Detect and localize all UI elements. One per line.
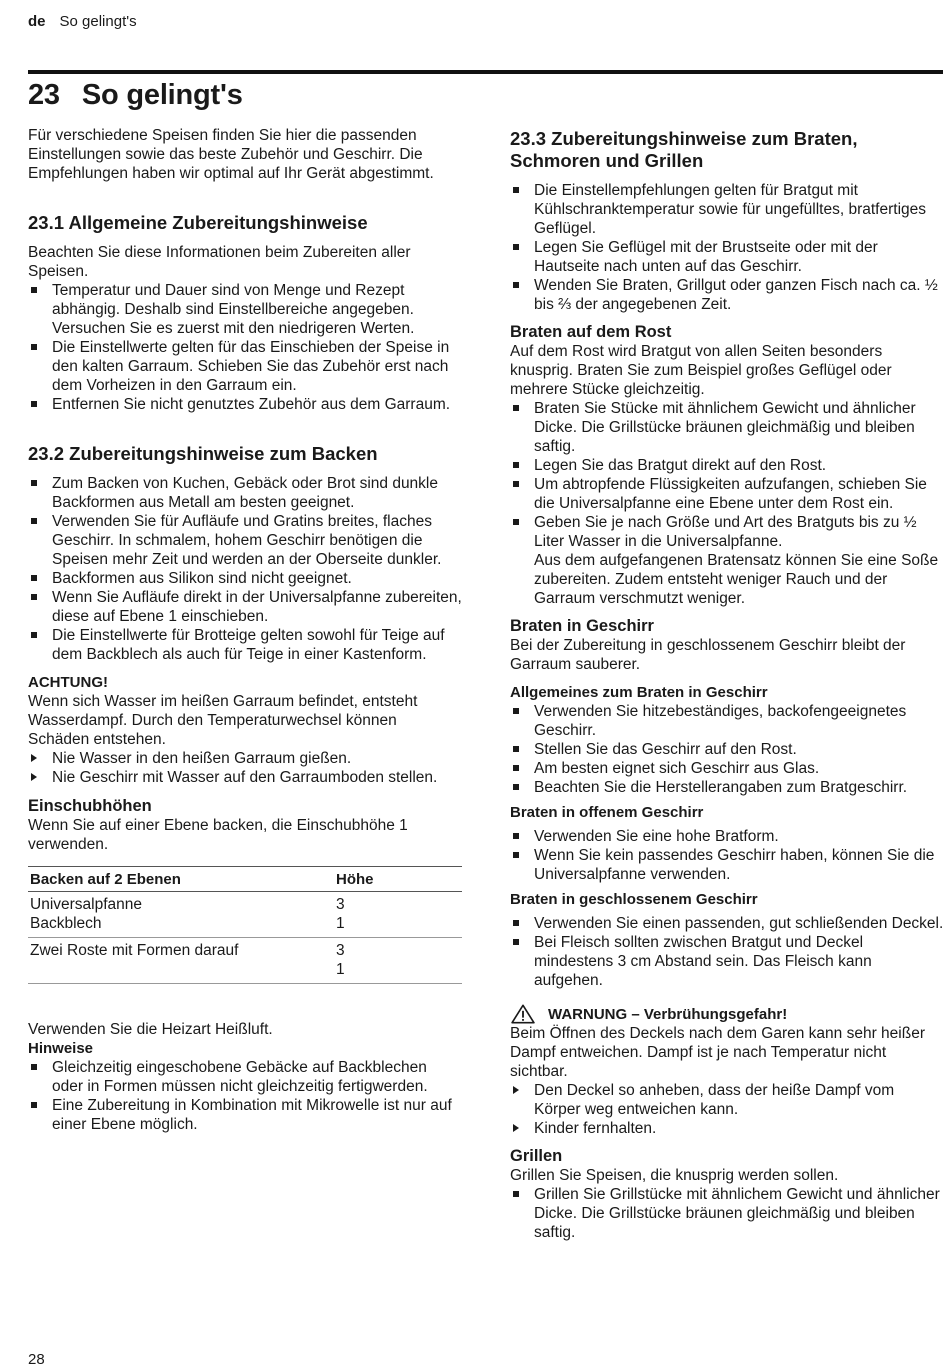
- cell-line: Zwei Roste mit Formen darauf: [30, 942, 239, 959]
- caution-steps: [28, 749, 462, 787]
- list-item: Die Einstellwerte für Brotteige gelten sowohl für Teige auf dem Backblech als auch für Teige in einer Kastenform.: [28, 626, 462, 664]
- list-item: Eine Zubereitung in Kombination mit Mikrowelle ist nur auf einer Ebene möglich.: [28, 1096, 462, 1134]
- list-item: Kinder fernhalten.: [510, 1119, 944, 1138]
- chapter-title-text: So gelingt's: [81, 79, 243, 111]
- grillen-heading: Grillen: [510, 1147, 563, 1165]
- table-header-cell: Backen auf 2 Ebenen: [28, 867, 334, 892]
- offen-list: [510, 827, 944, 884]
- cell-line: 3: [336, 896, 345, 913]
- table-cell: [334, 892, 462, 938]
- geschirr-text: Bei der Zubereitung in geschlossenem Geschirr bleibt der Garraum sauberer.: [510, 637, 906, 673]
- header-title: So gelingt's: [59, 13, 137, 30]
- geschl-heading: Braten in geschlossenem Geschirr: [510, 891, 758, 908]
- rost-list: [510, 399, 944, 608]
- cell-line: Backblech: [30, 915, 102, 932]
- page-number: 28: [28, 1351, 45, 1368]
- cell-line: 1: [336, 915, 345, 932]
- list-item: Zum Backen von Kuchen, Gebäck oder Brot sind dunkle Backformen aus Metall am besten geeignet.: [28, 474, 462, 512]
- s1-intro: Beachten Sie diese Informationen beim Zubereiten aller Speisen.: [28, 244, 411, 280]
- header-rule: [28, 70, 943, 74]
- hinweise-title: Hinweise: [28, 1040, 94, 1057]
- list-item: Nie Geschirr mit Wasser auf den Garraumboden stellen.: [28, 768, 462, 787]
- list-item: Bei Fleisch sollten zwischen Bratgut und Deckel mindestens 3 cm Abstand sein. Das Fleisch kann aufgehen.: [510, 933, 944, 990]
- list-item: Verwenden Sie für Aufläufe und Gratins breites, flaches Geschirr. In schmalem, hohem Geschirr benötigen die Speisen mehr Zeit und werden an der Oberseite dunkler.: [28, 512, 462, 569]
- list-item: Stellen Sie das Geschirr auf den Rost.: [510, 740, 944, 759]
- cell-line: 1: [336, 961, 345, 978]
- rost-heading: Braten auf dem Rost: [510, 323, 672, 341]
- list-item: Entfernen Sie nicht genutztes Zubehör aus dem Garraum.: [28, 395, 462, 414]
- geschl-list: [510, 914, 944, 990]
- intro-paragraph: Für verschiedene Speisen finden Sie hier die passenden Einstellungen sowie das beste Zubehör und Geschirr. Die Empfehlungen haben wir optimal auf Ihr Gerät abgestimmt.: [28, 127, 434, 182]
- right-column: [510, 128, 944, 1242]
- table-header-cell: Höhe: [334, 867, 462, 892]
- warning-triangle-icon: [510, 1004, 536, 1024]
- warning-title: [510, 1004, 944, 1024]
- chapter-title: [28, 78, 243, 112]
- list-item: Wenden Sie Braten, Grillgut oder ganzen Fisch nach ca. ½ bis ⅔ der angegebenen Zeit.: [510, 276, 944, 314]
- list-item: Backformen aus Silikon sind nicht geeignet.: [28, 569, 462, 588]
- list-item: Legen Sie das Bratgut direkt auf den Rost.: [510, 456, 944, 475]
- list-item: Braten Sie Stücke mit ähnlichem Gewicht und ähnlicher Dicke. Die Grillstücke bräunen gleichmäßig und bleiben saftig.: [510, 399, 944, 456]
- list-item: Legen Sie Geflügel mit der Brustseite oder mit der Hautseite nach unten auf das Geschirr.: [510, 238, 944, 276]
- list-item: Nie Wasser in den heißen Garraum gießen.: [28, 749, 462, 768]
- s3-list: [510, 181, 944, 314]
- list-item: Den Deckel so anheben, dass der heiße Dampf vom Körper weg entweichen kann.: [510, 1081, 944, 1119]
- geschirr-heading: Braten in Geschirr: [510, 617, 654, 635]
- s1-list: [28, 281, 462, 414]
- section-heading-23-1: 23.1 Allgemeine Zubereitungshinweise: [28, 212, 368, 233]
- list-item: Die Einstellwerte gelten für das Einschieben der Speise in den kalten Garraum. Schieben Sie das Zubehör erst nach dem Vorheizen in den Garraum ein.: [28, 338, 462, 395]
- list-item: Am besten eignet sich Geschirr aus Glas.: [510, 759, 944, 778]
- list-item: Verwenden Sie einen passenden, gut schließenden Deckel.: [510, 914, 944, 933]
- chapter-number: 23: [28, 79, 60, 111]
- offen-heading: Braten in offenem Geschirr: [510, 804, 704, 821]
- table-row: [28, 892, 462, 938]
- rost-text: Auf dem Rost wird Bratgut von allen Seiten besonders knusprig. Braten Sie zum Beispiel großes Geflügel oder mehrere Stücke gleichzeitig.: [510, 343, 892, 398]
- list-item-text: Geben Sie je nach Größe und Art des Bratguts bis zu ½ Liter Wasser in die Universalpfanne.: [534, 514, 917, 550]
- allg-heading: Allgemeines zum Braten in Geschirr: [510, 684, 768, 701]
- list-item-continuation: Aus dem aufgefangenen Bratensatz können Sie eine Soße zubereiten. Zudem entsteht weniger Rauch und der Garraum verschmutzt weniger.: [534, 552, 939, 607]
- list-item: Wenn Sie kein passendes Geschirr haben, können Sie die Universalpfanne verwenden.: [510, 846, 944, 884]
- hinweise-list: [28, 1058, 462, 1134]
- list-item: Die Einstellempfehlungen gelten für Bratgut mit Kühlschranktemperatur sowie für ungefülltes, bratfertiges Geflügel.: [510, 181, 944, 238]
- table-row: [28, 938, 462, 984]
- section-heading-23-3: 23.3 Zubereitungshinweise zum Braten, Schmoren und Grillen: [510, 128, 858, 171]
- s2-list: [28, 474, 462, 664]
- table-cell: [334, 938, 462, 984]
- list-item: [510, 513, 944, 608]
- table-cell: [28, 892, 334, 938]
- grillen-text: Grillen Sie Speisen, die knusprig werden sollen.: [510, 1167, 839, 1184]
- einschub-text: Wenn Sie auf einer Ebene backen, die Einschubhöhe 1 verwenden.: [28, 817, 408, 853]
- grillen-list: [510, 1185, 944, 1242]
- left-column: [28, 126, 462, 1134]
- language-code: de: [28, 13, 46, 30]
- list-item: Beachten Sie die Herstellerangaben zum Bratgeschirr.: [510, 778, 944, 797]
- einschub-heading: Einschubhöhen: [28, 797, 152, 815]
- caution-title: ACHTUNG!: [28, 674, 108, 691]
- cell-line: 3: [336, 942, 345, 959]
- table-cell: [28, 938, 334, 984]
- warning-steps: [510, 1081, 944, 1138]
- page-header: [28, 12, 137, 31]
- warning-text: Beim Öffnen des Deckels nach dem Garen kann sehr heißer Dampf entweichen. Dampf ist je nach Temperatur nicht sichtbar.: [510, 1025, 925, 1080]
- cell-line: Universalpfanne: [30, 896, 143, 913]
- warning-title-text: WARNUNG – Verbrühungsgefahr!: [548, 1005, 788, 1023]
- einschub-table: [28, 866, 462, 984]
- list-item: Verwenden Sie eine hohe Bratform.: [510, 827, 944, 846]
- list-item: Verwenden Sie hitzebeständiges, backofengeeignetes Geschirr.: [510, 702, 944, 740]
- heissluft-text: Verwenden Sie die Heizart Heißluft.: [28, 1021, 273, 1038]
- caution-text: Wenn sich Wasser im heißen Garraum befindet, entsteht Wasserdampf. Durch den Temperaturwechsel können Schäden entstehen.: [28, 693, 418, 748]
- list-item: Wenn Sie Aufläufe direkt in der Universalpfanne zubereiten, diese auf Ebene 1 einschieben.: [28, 588, 462, 626]
- list-item: Um abtropfende Flüssigkeiten aufzufangen, schieben Sie die Universalpfanne eine Ebene unter dem Rost ein.: [510, 475, 944, 513]
- list-item: Gleichzeitig eingeschobene Gebäcke auf Backblechen oder in Formen müssen nicht gleichzeitig fertigwerden.: [28, 1058, 462, 1096]
- list-item: Grillen Sie Grillstücke mit ähnlichem Gewicht und ähnlicher Dicke. Die Grillstücke bräunen gleichmäßig und bleiben saftig.: [510, 1185, 944, 1242]
- section-heading-23-2: 23.2 Zubereitungshinweise zum Backen: [28, 443, 378, 464]
- table-header-row: [28, 867, 462, 892]
- list-item: Temperatur und Dauer sind von Menge und Rezept abhängig. Deshalb sind Einstellbereiche angegeben. Versuchen Sie es zuerst mit den niedrigeren Werten.: [28, 281, 462, 338]
- allg-list: [510, 702, 944, 797]
